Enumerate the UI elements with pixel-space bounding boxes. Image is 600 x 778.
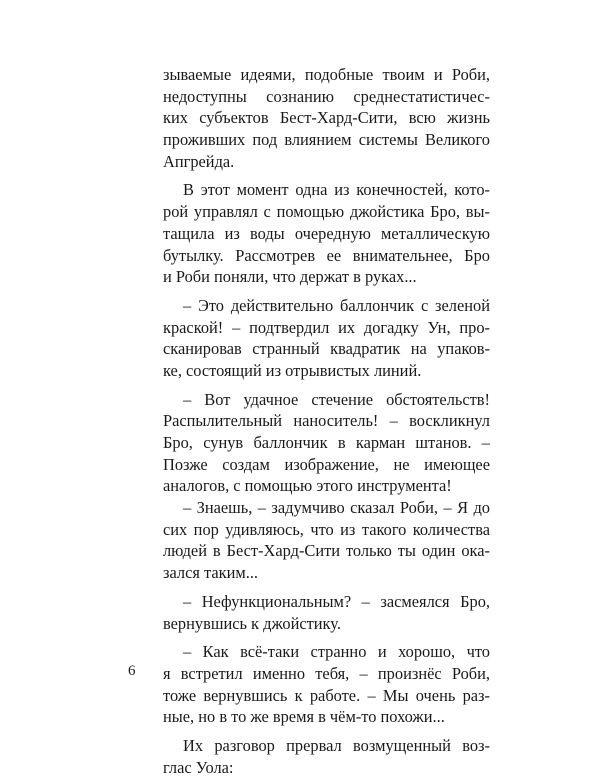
- text-line: Их разговор прервал возмущенный воз-: [183, 735, 490, 755]
- text-line: сих пор удивляюсь, что из такого количества: [163, 519, 490, 539]
- text-line: глас Уола:: [163, 757, 234, 777]
- page-text-block: [163, 64, 490, 778]
- text-line: сканировав странный квадратик на упаков-: [163, 339, 490, 359]
- text-line: зался таким...: [163, 563, 259, 583]
- text-line: Позже создам изображение, не имеющее: [163, 454, 490, 474]
- text-line: – Как всё-таки странно и хорошо, что: [183, 642, 490, 662]
- text-line: Распылительный наноситель! – воскликнул: [163, 411, 490, 431]
- text-line: ких субъектов Бест-Хард-Сити, всю жизнь: [163, 108, 490, 128]
- text-line: В этот момент одна из конечностей, кото-: [183, 180, 490, 200]
- page-number: 6: [128, 663, 136, 679]
- text-line: – Нефункциональным? – засмеялся Бро,: [183, 591, 490, 611]
- text-line: Апгрейда.: [163, 151, 235, 171]
- text-line: ные, но в то же время в чём-то похожи...: [163, 707, 445, 727]
- text-line: и Роби поняли, что держат в руках...: [163, 267, 417, 287]
- text-line: я встретил именно тебя, – произнёс Роби,: [163, 663, 490, 683]
- text-line: – Знаешь, – задумчиво сказал Роби, – Я до: [183, 498, 490, 518]
- text-line: вернувшись к джойстику.: [163, 613, 341, 633]
- text-line: ке, состоящий из отрывистых линий.: [163, 360, 422, 380]
- text-line: аналогов, с помощью этого инструмента!: [163, 476, 452, 496]
- text-line: недоступны сознанию среднестатистичес-: [163, 86, 490, 106]
- text-line: – Это действительно баллончик с зеленой: [183, 295, 490, 315]
- text-line: рой управлял с помощью джойстика Бро, вы-: [163, 202, 490, 222]
- text-line: краской! – подтвердил их догадку Ун, про-: [163, 317, 490, 337]
- text-line: – Вот удачное стечение обстоятельств!: [183, 389, 490, 409]
- text-line: Бро, сунув баллончик в карман штанов. –: [163, 433, 490, 452]
- text-line: тоже вернувшись к работе. – Мы очень раз-: [163, 685, 490, 705]
- text-line: проживших под влиянием системы Великого: [163, 130, 490, 150]
- text-line: людей в Бест-Хард-Сити только ты один ока-: [163, 541, 490, 561]
- text-line: бутылку. Рассмотрев ее внимательнее, Бро: [163, 245, 490, 265]
- text-line: зываемые идеями, подобные твоим и Роби,: [163, 65, 490, 84]
- text-line: тащила из воды очередную металлическую: [163, 223, 490, 243]
